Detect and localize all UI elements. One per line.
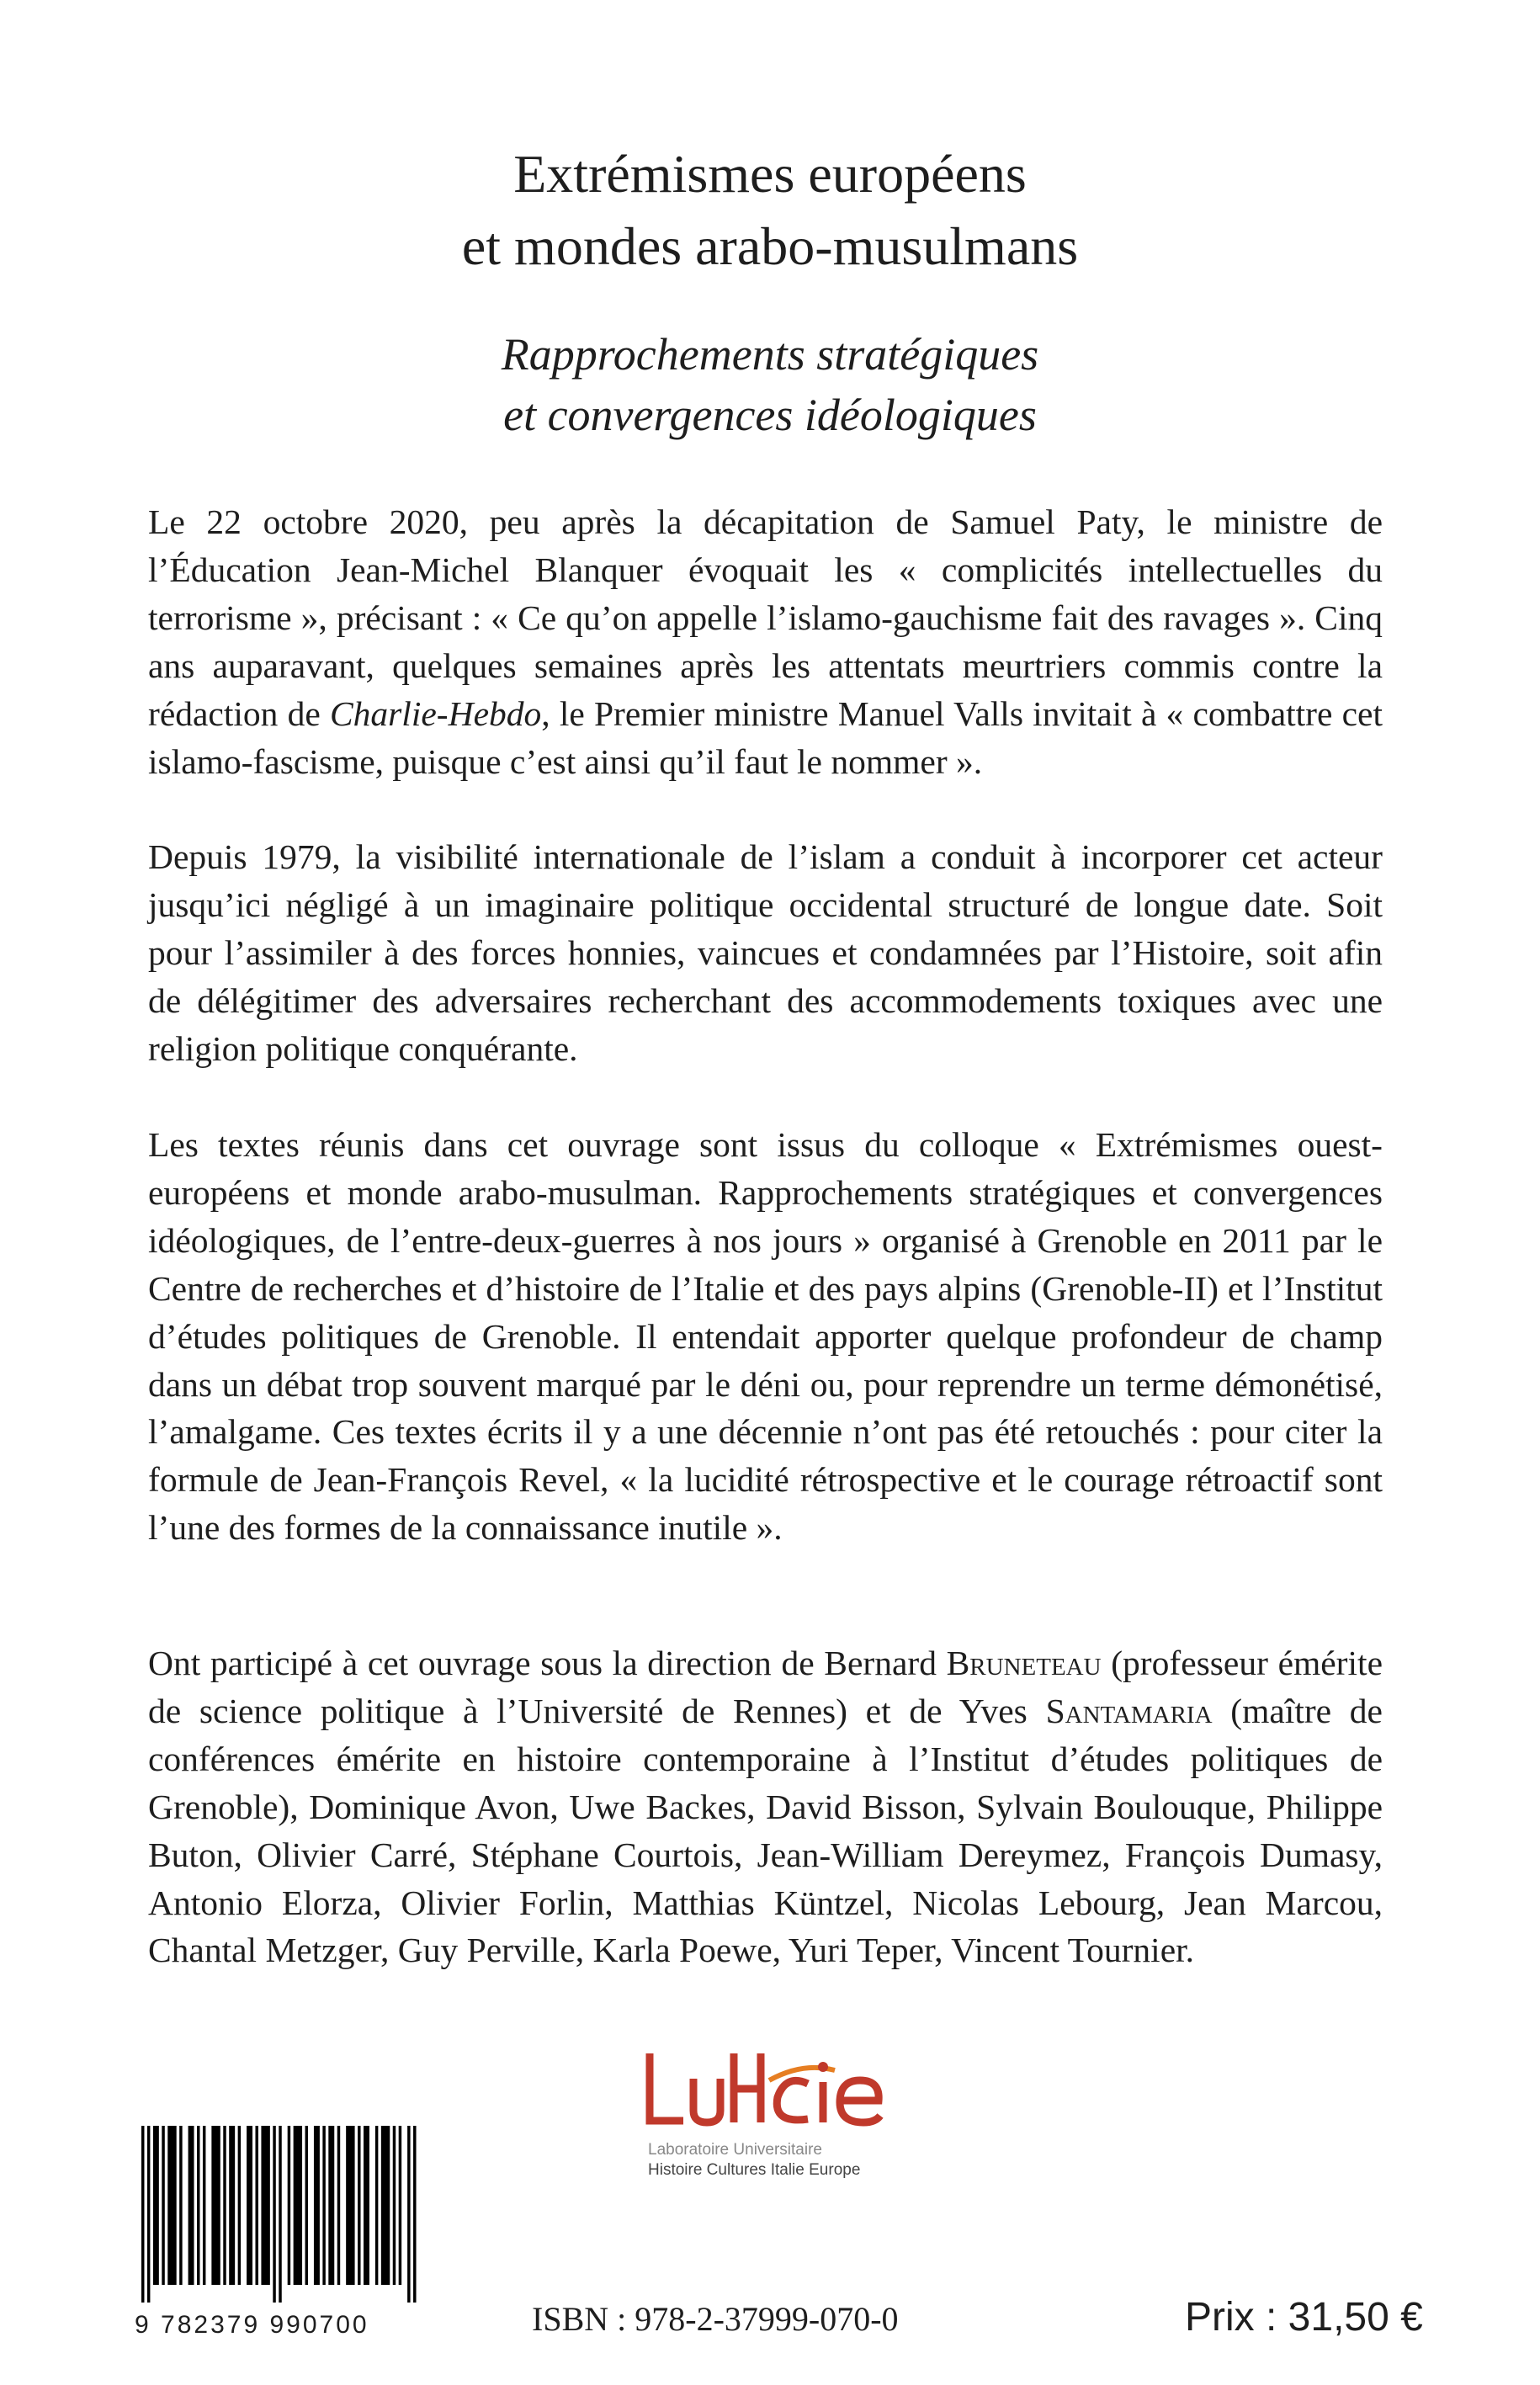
- publisher-logo-line1: Laboratoire Universitaire: [648, 2141, 822, 2159]
- isbn-label: ISBN : 978-2-37999-070-0: [532, 2300, 899, 2338]
- blurb-paragraph-2: Depuis 1979, la visibilité internationale de l’islam a conduit à incorporer cet acteur jusqu’ici négligé à un imaginaire politique occidental structuré de longue date. Soit pour l’assimiler à des forces honnies, vaincues et condamnées par l’Histoire, soit afin de délégitimer des adversaires recherchant des accommodements toxiques avec une religion politique conquérante.: [148, 837, 1383, 1068]
- charlie-hebdo-title: Charlie-Hebdo: [329, 693, 542, 733]
- price-label: Prix : 31,50 €: [1185, 2295, 1423, 2340]
- book-subtitle-line2: et convergences idéologiques: [503, 390, 1037, 440]
- blurb-p1-text-a: Le 22 octobre 2020, peu après la décapitation de Samuel Paty, le ministre de l’Éducation Jean-Michel Blanquer évoquait les « complicités intellectuelles du terrorisme », précisant : « Ce qu’on appelle l’islamo-gauchisme fait des ravages ». Cinq ans auparavant, quelques semaines après les attentats meurtriers commis contre la rédaction de: [148, 502, 1383, 733]
- barcode-digits: 9 782379 990700: [135, 2311, 369, 2339]
- blurb-p1-text-b: , le Premier ministre Manuel Valls invitait à « combattre cet islamo-fascisme, puisque c’est ainsi qu’il faut le nommer ».: [148, 693, 1383, 781]
- editor-name-bruneteau: Bruneteau: [946, 1644, 1102, 1682]
- blurb-paragraph-1: [148, 498, 1383, 785]
- book-title-line1: Extrémismes européens: [513, 144, 1027, 204]
- publisher-logo-line2: Histoire Cultures Italie Europe: [648, 2161, 861, 2179]
- contributors-list: (maître de conférences émérite en histoire contemporaine à l’Institut d’études politiques de Grenoble), Dominique Avon, Uwe Backes, David Bisson, Sylvain Boulouque, Philippe Buton, Olivier Carré, Stéphane Courtois, Jean-William Dereymez, François Dumasy, Antonio Elorza, Olivier Forlin, Matthias Küntzel, Nicolas Lebourg, Jean Marcou, Chantal Metzger, Guy Perville, Karla Poewe, Yuri Teper, Vincent Tournier.: [148, 1691, 1383, 1970]
- publisher-logo: [643, 2045, 912, 2180]
- book-subtitle-line1: Rapprochements stratégiques: [501, 329, 1039, 380]
- contributors-role1: (professeur émérite de science politique à l’Université de Rennes) et de Yves: [148, 1644, 1383, 1730]
- barcode-icon: [141, 2126, 419, 2303]
- book-title-line2: et mondes arabo-musulmans: [461, 216, 1079, 276]
- editor-name-santamaria: Santamaria: [1045, 1691, 1213, 1730]
- contributors-paragraph: [148, 1639, 1383, 1974]
- blurb-paragraph-3: Les textes réunis dans cet ouvrage sont issus du colloque « Extrémismes ouest-européens et monde arabo-musulman. Rapprochements stratégiques et convergences idéologiques, de l’entre-deux-guerres à nos jours » organisé à Grenoble en 2011 par le Centre de recherches et d’histoire de l’Italie et des pays alpins (Grenoble-II) et l’Institut d’études politiques de Grenoble. Il entendait apporter quelque profondeur de champ dans un débat trop souvent marqué par le déni ou, pour reprendre un terme démonétisé, l’amalgame. Ces textes écrits il y a une décennie n’ont pas été retouchés : pour citer la formule de Jean-François Revel, « la lucidité rétrospective et le courage rétroactif sont l’une des formes de la connaissance inutile ».: [148, 1125, 1383, 1548]
- contributors-intro: Ont participé à cet ouvrage sous la direction de Bernard: [148, 1644, 947, 1682]
- luhcie-logo-icon: [643, 2037, 895, 2138]
